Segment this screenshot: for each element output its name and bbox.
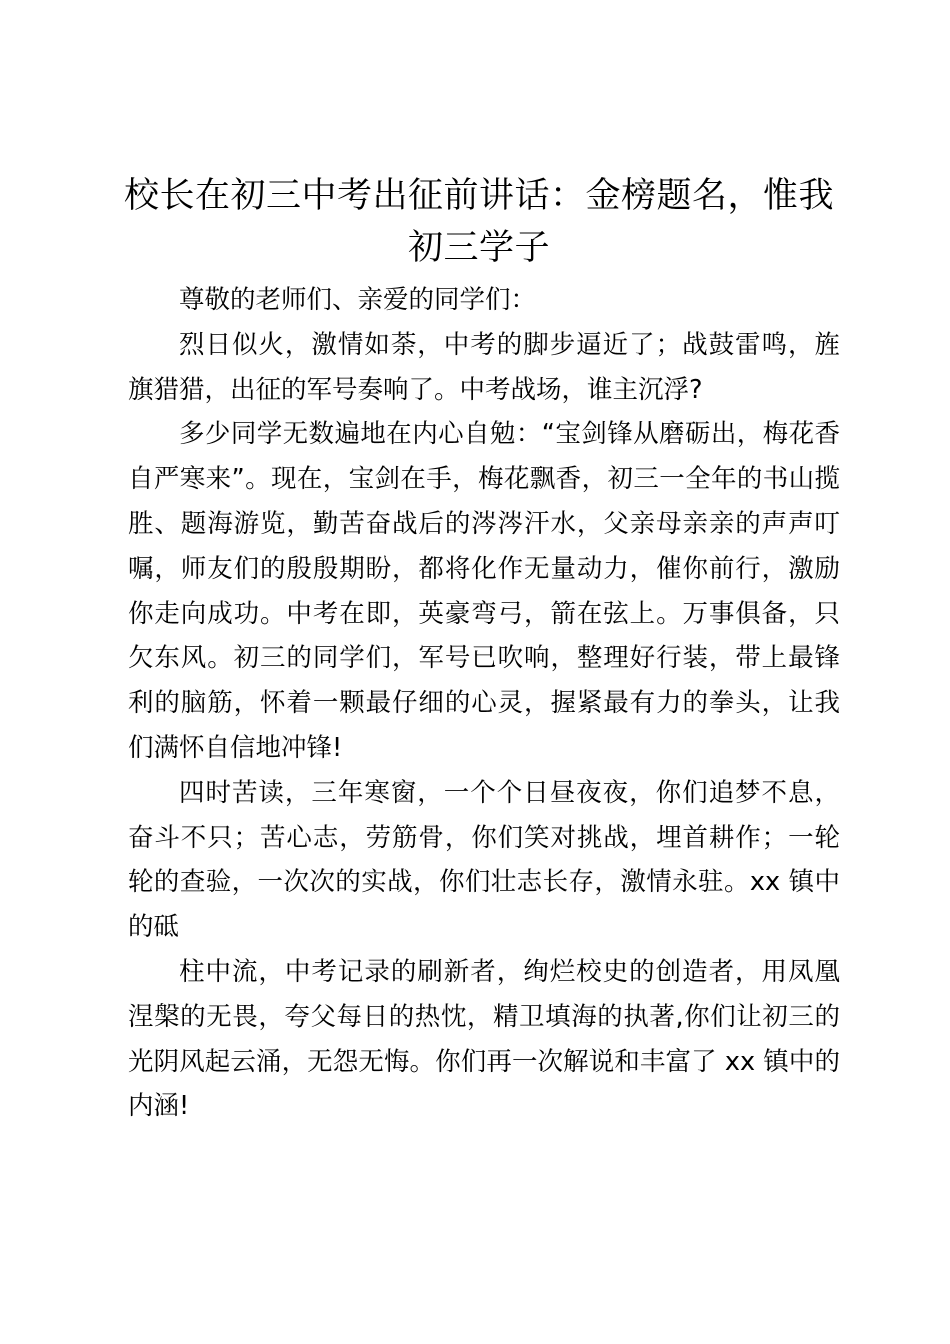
document-title: 校长在初三中考出征前讲话：金榜题名，惟我初三学子 [123,176,834,268]
document-body [128,278,840,1129]
paragraph-salutation: 尊敬的老师们、亲爱的同学们： [179,285,537,315]
paragraph-school-pride: 柱中流，中考记录的刷新者，绚烂校史的创造者，用凤凰涅槃的无畏，夸父每日的热忱，精卫填海的执著,你们让初三的光阴风起云涌，无怨无悔。你们再一次解说和丰富了 xx 镇中的内涵! [128,956,840,1122]
paragraph-hard-work: 四时苦读，三年寒窗，一个个日昼夜夜，你们追梦不息，奋斗不只；苦心志，劳筋骨，你们笑对挑战，埋首耕作；一轮轮的查验，一次次的实战，你们壮志长存，激情永驻。xx 镇中的砥 [128,777,840,943]
paragraph-encouragement: 多少同学无数遍地在内心自勉：“宝剑锋从磨砺出，梅花香自严寒来”。现在，宝剑在手，梅花飘香，初三一全年的书山揽胜、题海游览，勤苦奋战后的涔涔汗水，父亲母亲亲的声声叮嘱，师友们的殷殷期盼，都将化作无量动力，催你前行，激励你走向成功。中考在即，英豪弯弓，箭在弦上。万事俱备，只欠东风。初三的同学们，军号已吹响，整理好行装，带上最锋利的脑筋，怀着一颗最仔细的心灵，握紧最有力的拳头，让我们满怀自信地冲锋! [128,419,840,763]
paragraph-opening: 烈日似火，激情如荼，中考的脚步逼近了；战鼓雷鸣，旌旗猎猎，出征的军号奏响了。中考战场，谁主沉浮? [128,329,840,405]
